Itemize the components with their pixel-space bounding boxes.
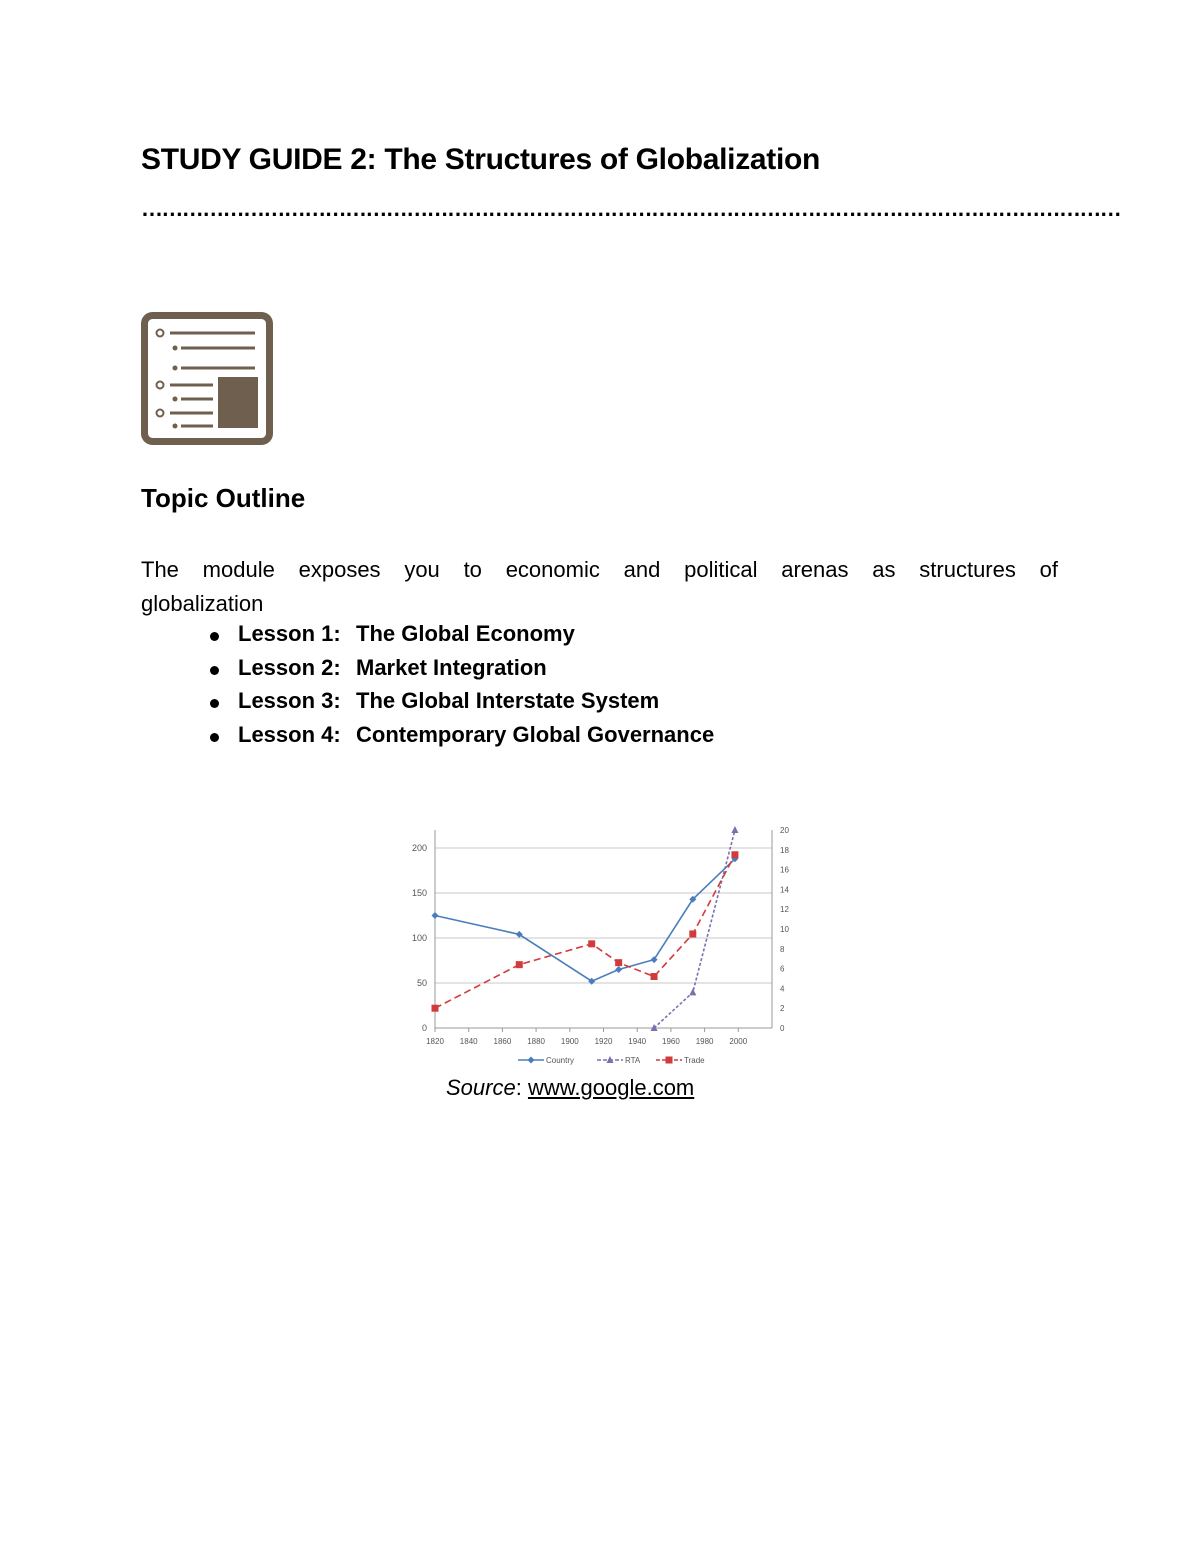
data-point-trade xyxy=(588,940,595,947)
source-link[interactable]: www.google.com xyxy=(527,1075,695,1100)
y-tick-label: 150 xyxy=(411,888,427,898)
lesson-number: Lesson 1: xyxy=(238,621,341,646)
lesson-title: Contemporary Global Governance xyxy=(356,721,715,747)
lesson-title: The Global Economy xyxy=(356,621,575,646)
x-tick-label: 1880 xyxy=(527,1037,545,1046)
y-tick-label: 50 xyxy=(416,978,427,988)
x-tick-label: 1860 xyxy=(493,1037,512,1046)
x-tick-label: 1940 xyxy=(628,1037,647,1046)
x-tick-label: 1980 xyxy=(695,1037,714,1046)
data-point-trade xyxy=(651,973,658,980)
legend-label: RTA xyxy=(625,1056,641,1065)
x-tick-label: 2000 xyxy=(729,1037,748,1046)
lesson-title: Market Integration xyxy=(356,654,547,680)
title-divider: ……………………………………………………………………………………………………………………………… xyxy=(141,196,1121,221)
series-line-country xyxy=(435,859,735,981)
data-point-trade xyxy=(689,930,696,937)
series-line-rta xyxy=(654,830,735,1028)
bullet-icon xyxy=(210,699,219,708)
lesson-number: Lesson 2: xyxy=(238,654,341,680)
x-tick-label: 1900 xyxy=(560,1037,579,1046)
x-tick-label: 1820 xyxy=(426,1037,444,1046)
legend-marker xyxy=(666,1057,673,1064)
legend-marker xyxy=(528,1057,535,1064)
data-point-rta xyxy=(731,826,738,833)
intro-paragraph: The module exposes you to economic and political arenas as structures of globalization xyxy=(141,557,1058,616)
y2-tick-label: 20 xyxy=(780,826,789,835)
y2-tick-label: 2 xyxy=(780,1004,785,1014)
y-tick-label: 0 xyxy=(421,1023,427,1033)
data-point-country xyxy=(432,912,439,919)
bullet-icon xyxy=(210,632,219,641)
data-point-trade xyxy=(731,851,738,858)
x-tick-label: 1840 xyxy=(459,1037,478,1046)
y2-tick-label: 6 xyxy=(780,964,785,974)
page-title: STUDY GUIDE 2: The Structures of Globalization xyxy=(141,143,821,176)
y-tick-label: 100 xyxy=(411,933,427,943)
y2-tick-label: 12 xyxy=(780,905,789,915)
y2-tick-label: 4 xyxy=(780,984,785,994)
y2-tick-label: 18 xyxy=(780,845,789,855)
y2-tick-label: 0 xyxy=(780,1024,785,1033)
data-point-rta xyxy=(689,988,696,995)
y2-tick-label: 16 xyxy=(780,865,789,875)
y2-tick-label: 8 xyxy=(780,944,785,954)
bullet-icon xyxy=(210,733,219,742)
section-heading: Topic Outline xyxy=(141,483,306,513)
data-point-country xyxy=(615,966,622,973)
x-tick-label: 1920 xyxy=(594,1037,613,1046)
data-point-trade xyxy=(615,959,622,966)
source-caption xyxy=(446,1075,694,1101)
y-tick-label: 200 xyxy=(411,843,427,853)
outline-document-icon xyxy=(141,312,273,445)
y2-tick-label: 14 xyxy=(780,885,789,895)
lesson-number: Lesson 3: xyxy=(238,688,341,713)
data-point-trade xyxy=(516,961,523,968)
source-label: Source xyxy=(446,1075,516,1100)
legend-label: Trade xyxy=(684,1056,705,1065)
lesson-title: The Global Interstate System xyxy=(356,688,660,713)
x-tick-label: 1960 xyxy=(662,1037,680,1046)
lesson-number: Lesson 4: xyxy=(238,721,341,747)
y2-tick-label: 10 xyxy=(780,925,789,934)
data-point-trade xyxy=(432,1005,439,1012)
line-chart xyxy=(400,820,800,1075)
legend-label: Country xyxy=(546,1056,575,1065)
source-separator: : xyxy=(515,1075,528,1100)
bullet-icon xyxy=(210,666,219,675)
